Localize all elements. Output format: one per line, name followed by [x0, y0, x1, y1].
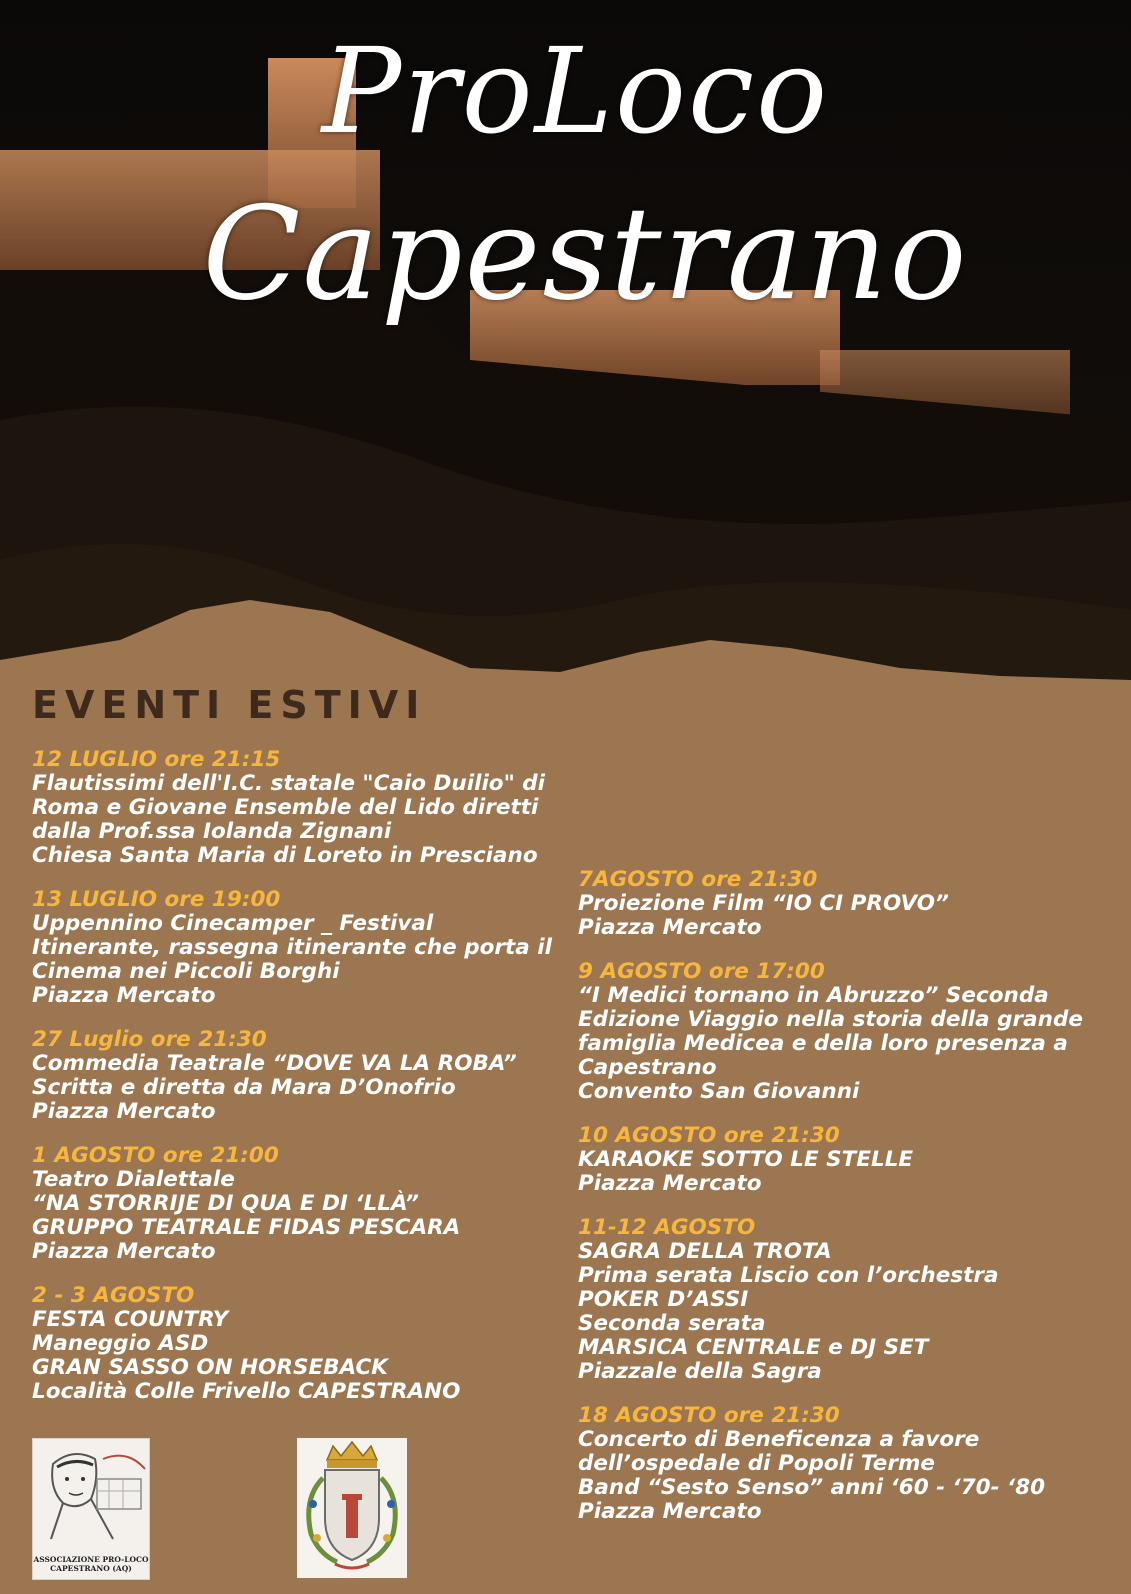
event-line: Piazzale della Sagra [578, 1359, 822, 1384]
event-line: Itinerante, rassegna itinerante che porta il [32, 935, 552, 960]
event-line: Piazza Mercato [578, 1499, 762, 1524]
event-line: Chiesa Santa Maria di Loreto in Presciano [32, 843, 538, 868]
event-line: famiglia Medicea e della loro presenza a [578, 1031, 1068, 1056]
event-line: SAGRA DELLA TROTA [578, 1239, 832, 1264]
event-date: 11-12 AGOSTO [578, 1215, 756, 1240]
events-left-column [32, 748, 572, 1424]
event-line: Uppennino Cinecamper _ Festival [32, 911, 434, 936]
section-heading: EVENTI ESTIVI [32, 683, 427, 727]
event-line: Roma e Giovane Ensemble del Lido diretti [32, 795, 539, 820]
event-item [32, 1144, 572, 1264]
event-date: 13 LUGLIO ore 19:00 [32, 887, 281, 912]
event-line: MARSICA CENTRALE e DJ SET [578, 1335, 929, 1360]
event-line: Piazza Mercato [32, 1239, 216, 1264]
event-date: 7AGOSTO ore 21:30 [578, 867, 818, 892]
event-line: Seconda serata [578, 1311, 766, 1336]
event-line: Edizione Viaggio nella storia della grande [578, 1007, 1083, 1032]
event-date: 18 AGOSTO ore 21:30 [578, 1403, 840, 1428]
event-line: dalla Prof.ssa Iolanda Zignani [32, 819, 392, 844]
event-line: dell’ospedale di Popoli Terme [578, 1451, 935, 1476]
title-capestrano: Capestrano [202, 180, 969, 329]
event-item [578, 1404, 1118, 1524]
event-line: Proiezione Film “IO CI PROVO” [578, 891, 949, 916]
friar-sketch-icon [33, 1439, 149, 1544]
event-line: GRUPPO TEATRALE FIDAS PESCARA [32, 1215, 461, 1240]
title-proloco: ProLoco [321, 22, 830, 160]
event-line: Flautissimi dell'I.C. statale "Caio Duilio" di [32, 771, 546, 796]
event-line: KARAOKE SOTTO LE STELLE [578, 1147, 914, 1172]
coat-of-arms-icon [297, 1438, 407, 1578]
proloco-association-logo [32, 1438, 150, 1580]
event-item [32, 888, 572, 1008]
association-logo-text: ASSOCIAZIONE PRO-LOCO CAPESTRANO (AQ) [33, 1555, 149, 1573]
event-date: 1 AGOSTO ore 21:00 [32, 1143, 279, 1168]
event-line: Piazza Mercato [32, 983, 216, 1008]
event-item [32, 748, 572, 868]
event-line: GRAN SASSO ON HORSEBACK [32, 1355, 388, 1380]
event-date: 9 AGOSTO ore 17:00 [578, 959, 825, 984]
event-date: 12 LUGLIO ore 21:15 [32, 747, 281, 772]
event-item [32, 1028, 572, 1124]
event-line: Piazza Mercato [578, 1171, 762, 1196]
event-line: Cinema nei Piccoli Borghi [32, 959, 340, 984]
event-line: Località Colle Frivello CAPESTRANO [32, 1379, 461, 1404]
event-line: POKER D’ASSI [578, 1287, 749, 1312]
event-line: Scritta e diretta da Mara D’Onofrio [32, 1075, 456, 1100]
event-line: Capestrano [578, 1055, 717, 1080]
event-date: 27 Luglio ore 21:30 [32, 1027, 267, 1052]
event-date: 10 AGOSTO ore 21:30 [578, 1123, 840, 1148]
event-line: Commedia Teatrale “DOVE VA LA ROBA” [32, 1051, 517, 1076]
event-line: “NA STORRIJE DI QUA E DI ‘LLÀ” [32, 1191, 419, 1216]
event-line: FESTA COUNTRY [32, 1307, 229, 1332]
event-item [32, 1284, 572, 1404]
event-line: Prima serata Liscio con l’orchestra [578, 1263, 999, 1288]
event-date: 2 - 3 AGOSTO [32, 1283, 195, 1308]
event-line: Teatro Dialettale [32, 1167, 235, 1192]
event-line: Piazza Mercato [32, 1099, 216, 1124]
event-line: Maneggio ASD [32, 1331, 209, 1356]
event-line: Concerto di Beneficenza a favore [578, 1427, 980, 1452]
town-crest-logo [297, 1438, 407, 1578]
event-line: “I Medici tornano in Abruzzo” Seconda [578, 983, 1049, 1008]
event-item [578, 1216, 1118, 1384]
event-line: Piazza Mercato [578, 915, 762, 940]
event-line: Convento San Giovanni [578, 1079, 860, 1104]
event-line: Band “Sesto Senso” anni ‘60 - ‘70- ‘80 [578, 1475, 1046, 1500]
events-right-column [578, 868, 1118, 1544]
event-item [578, 1124, 1118, 1196]
event-item [578, 960, 1118, 1104]
event-item [578, 868, 1118, 940]
